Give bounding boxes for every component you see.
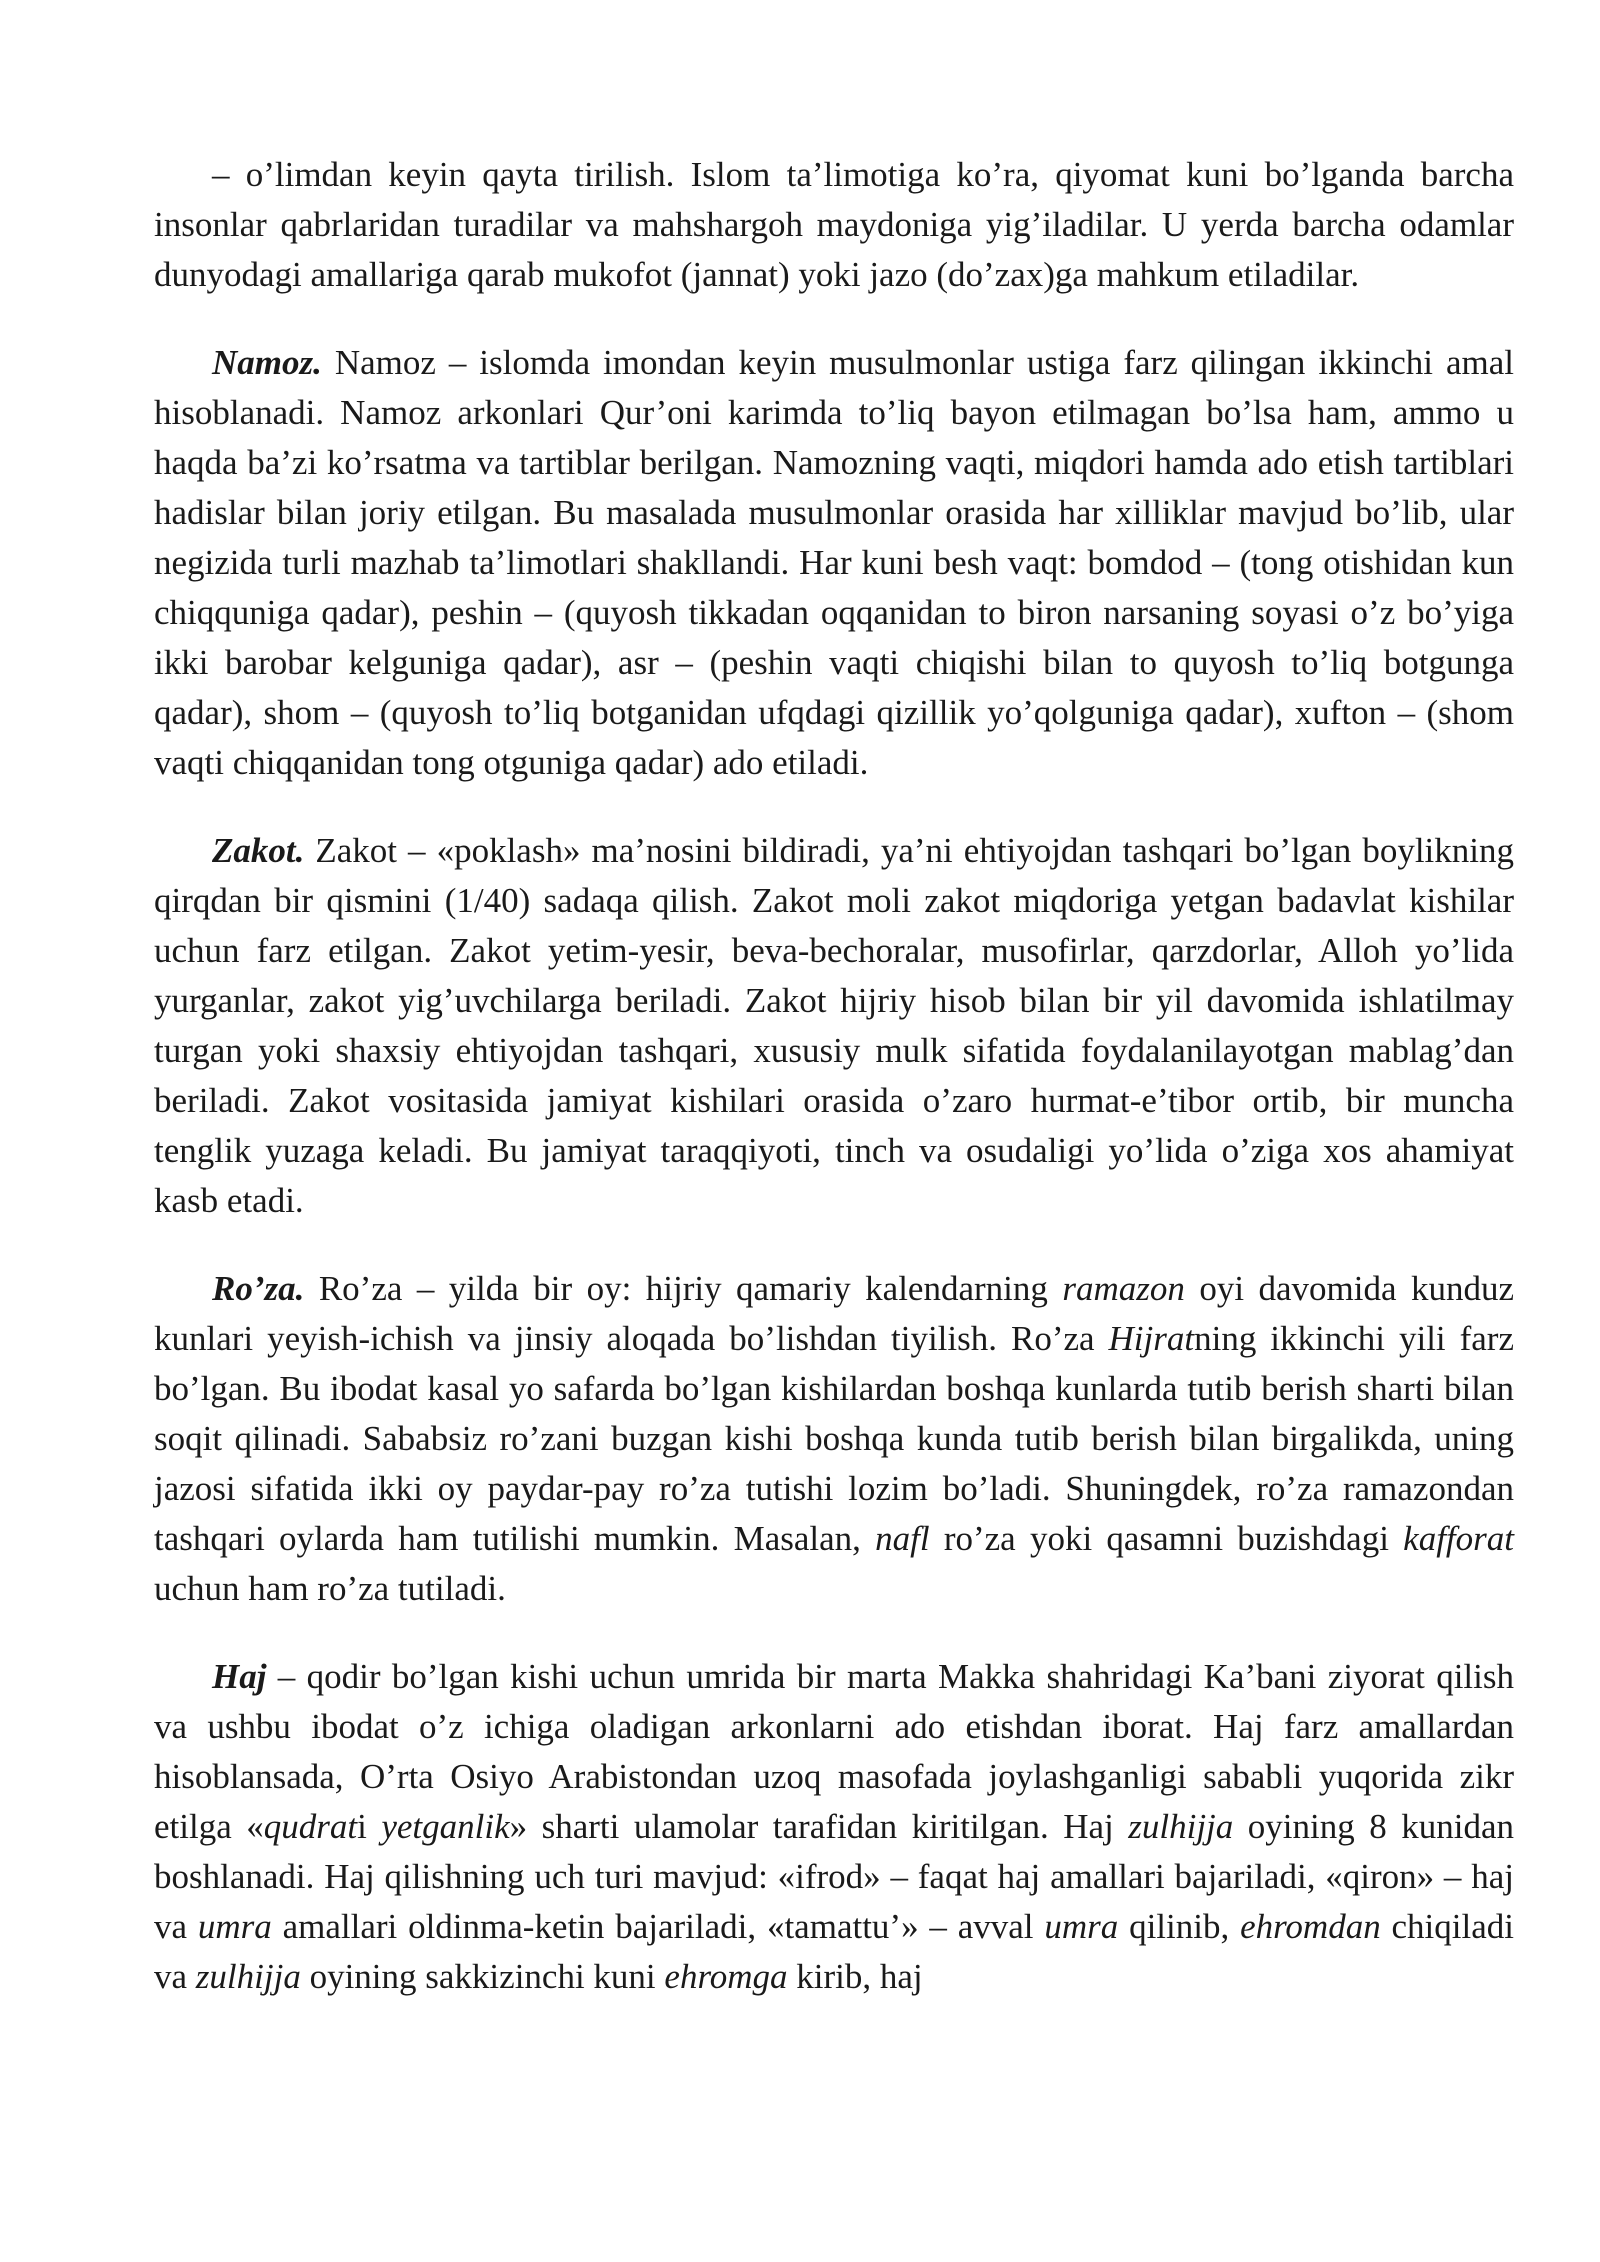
section-term: Zakot. — [212, 831, 305, 870]
italic-term: yetganlik — [381, 1807, 510, 1846]
paragraph-text: oyining 8 kunidan boshlanadi. Haj qilishning uch turi mavjud: «ifrod» – faqat haj amallari bajariladi, «qiron» – haj va — [154, 1807, 1514, 1946]
italic-term: zulhijja — [1128, 1807, 1234, 1846]
paragraph-text: » sharti ulamolar tarafidan kiritilgan. Haj — [509, 1807, 1129, 1846]
italic-term: Hijrat — [1108, 1319, 1195, 1358]
paragraph-roza — [154, 1264, 1514, 1614]
paragraph-text: Namoz – islomda imondan keyin musulmonlar ustiga farz qilingan ikkinchi amal hisoblanadi. Namoz arkonlari Qur’oni karimda to’liq bayon etilmagan bo’lsa ham, ammo u haqda ba’zi ko’rsatma va tartiblar berilgan. Namozning vaqti, miqdori hamda ado etish tartiblari hadislar bilan joriy etilgan. Bu masalada musulmonlar orasida har xilliklar mavjud bo’lib, ular negizida turli mazhab ta’limotlari shakllandi. Har kuni besh vaqt: bomdod – (tong otishidan kun chiqquniga qadar), peshin – (quyosh tikkadan oqqanidan to biron narsaning soyasi o’z bo’yiga ikki barobar kelguniga qadar), asr – (peshin vaqti chiqishi bilan to quyosh to’liq botgunga qadar), shom – (quyosh to’liq botganidan ufqdagi qizillik yo’qolguniga qadar), xufton – (shom vaqti chiqqanidan tong otguniga qadar) ado etiladi. — [154, 343, 1514, 782]
paragraph-namoz — [154, 338, 1514, 788]
paragraph-text: chiqiladi va — [154, 1907, 1514, 1996]
paragraph-qiyomat — [154, 150, 1514, 300]
paragraph-text: i — [357, 1807, 382, 1846]
italic-term: ehromga — [664, 1957, 788, 1996]
paragraph-text: – o’limdan keyin qayta tirilish. Islom ta’limotiga ko’ra, qiyomat kuni bo’lganda barcha insonlar qabrlaridan turadilar va mahshargoh maydoniga yig’iladilar. U yerda barcha odamlar dunyodagi amallariga qarab mukofot (jannat) yoki jazo (do’zax)ga mahkum etiladilar. — [154, 155, 1514, 294]
paragraph-text: oyining sakkizinchi kuni — [300, 1957, 665, 1996]
paragraph-text: Zakot – «poklash» ma’nosini bildiradi, ya’ni ehtiyojdan tashqari bo’lgan boylikning qirqdan bir qismini (1/40) sadaqa qilish. Zakot moli zakot miqdoriga yetgan badavlat kishilar uchun farz etilgan. Zakot yetim-yesir, beva-bechoralar, musofirlar, qarzdorlar, Alloh yo’lida yurganlar, zakot yig’uvchilarga beriladi. Zakot hijriy hisob bilan bir yil davomida ishlatilmay turgan yoki shaxsiy ehtiyojdan tashqari, xususiy mulk sifatida foydalanilayotgan mablag’dan beriladi. Zakot vositasida jamiyat kishilari orasida o’zaro hurmat-e’tibor ortib, bir muncha tenglik yuzaga keladi. Bu jamiyat taraqqiyoti, tinch va osudaligi yo’lida o’ziga xos ahamiyat kasb etadi. — [154, 831, 1514, 1220]
italic-term: nafl — [875, 1519, 930, 1558]
document-page — [154, 150, 1514, 2002]
section-term: Namoz. — [212, 343, 322, 382]
paragraph-text: ro’za yoki qasamni buzishdagi — [929, 1519, 1404, 1558]
italic-term: umra — [197, 1907, 272, 1946]
italic-term: kafforat — [1403, 1519, 1514, 1558]
paragraph-text: kirib, haj — [787, 1957, 923, 1996]
italic-term: zulhijja — [195, 1957, 301, 1996]
section-term: Ro’za. — [212, 1269, 305, 1308]
paragraph-text: ning ikkinchi yili farz bo’lgan. Bu ibodat kasal yo safarda bo’lgan kishilardan boshqa kunlarda tutib berish sharti bilan soqit qilinadi. Sababsiz ro’zani buzgan kishi boshqa kunda tutib berish bilan birgalikda, uning jazosi sifatida ikki oy paydar-pay ro’za tutishi lozim bo’ladi. Shuningdek, ro’za ramazondan tashqari oylarda ham tutilishi mumkin. Masalan, — [154, 1319, 1514, 1558]
paragraph-text: uchun ham ro’za tutiladi. — [154, 1569, 506, 1608]
paragraph-haj — [154, 1652, 1514, 2002]
paragraph-text: qilinib, — [1118, 1907, 1241, 1946]
paragraph-text: Ro’za – yilda bir oy: hijriy qamariy kalendarning — [304, 1269, 1063, 1308]
italic-term: ehromdan — [1240, 1907, 1381, 1946]
paragraph-text: oyi davomida kunduz kunlari yeyish-ichish va jinsiy aloqada bo’lishdan tiyilish. Ro’za — [154, 1269, 1514, 1358]
italic-term: umra — [1044, 1907, 1119, 1946]
paragraph-text: amallari oldinma-ketin bajariladi, «tamattu’» – avval — [271, 1907, 1045, 1946]
paragraph-text: – qodir bo’lgan kishi uchun umrida bir marta Makka shahridagi Ka’bani ziyorat qilish va ushbu ibodat o’z ichiga oladigan arkonlarni ado etishdan iborat. Haj farz amallardan hisoblansada, O’rta Osiyo Arabistondan uzoq masofada joylashganligi sababli yuqorida zikr etilga « — [154, 1657, 1514, 1846]
paragraph-zakot — [154, 826, 1514, 1226]
section-term: Haj — [212, 1657, 267, 1696]
italic-term: ramazon — [1062, 1269, 1185, 1308]
italic-term: qudrat — [263, 1807, 358, 1846]
